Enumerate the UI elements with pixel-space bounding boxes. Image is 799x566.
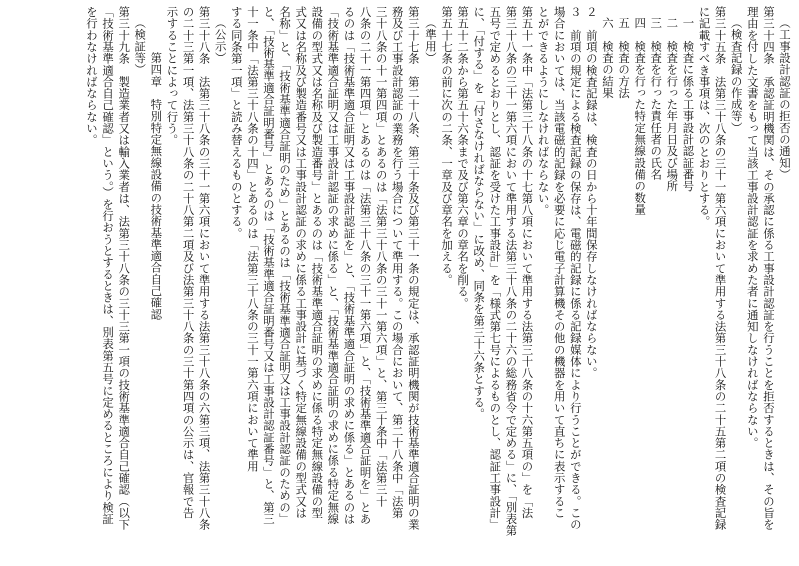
vertical-text-body	[6, 6, 793, 558]
text-line: 第三十八条 法第三十八条の三十一第六項において準用する法第三十八条の六第三項、法第三十八条	[197, 6, 212, 531]
text-line: （検証等）	[133, 17, 148, 76]
text-line: を行わなければならない。	[84, 6, 99, 146]
text-line: （検査記録の作成等）	[729, 17, 744, 134]
text-line: とができるようにしなければならない。	[536, 6, 551, 216]
text-line: 名称」と、「技術基準適合証明のため」とあるのは「技術基準適合証明又は工事設計認証のための」	[278, 6, 293, 525]
text-line: 第三十九条 製造業者又は輸入業者は、法第三十八条の三十三第一項の技術基準適合自己確認（以下	[117, 6, 132, 531]
text-line: 五号で定めるとおりとし、認証を受けた工事設計」を「様式第七号によるものとし、認証工事設計」	[488, 6, 503, 531]
text-line: と、「技術基準適合証明番号」とあるのは「技術基準適合証明番号又は工事設計認証番号」と、第三	[262, 6, 276, 525]
text-line: に記載すべき事項は、次のとおりとする。	[697, 6, 712, 228]
text-line: 場合においては、当該電磁的記録を必要に応じ電子計算機その他の機器を用いて直ちに表示するこ	[552, 6, 567, 519]
text-line: 四 検査を行った特定無線設備の数量	[633, 17, 648, 216]
text-line: 第三十八条の三十一第六項において準用する法第三十八条の二十六の総務省令で定める」に、「別表第	[504, 6, 519, 537]
text-line: 二 検査を行った年月日及び場所	[665, 17, 680, 192]
text-line: 第五十二条から第五十六条まで及び第六章の章名を削る。	[456, 6, 471, 309]
text-line: 第三十四条 承認証明機関は、その承認に係る工事設計認証を行うことを拒否するときは、その旨を	[761, 6, 776, 531]
text-line: 第三十七条 第二十八条、第三十条及び第三十一条の規定は、承認証明機関が技術基準適合証明の業	[406, 6, 421, 531]
text-line: 十一条中「法第三十八条の十四」とあるのは「法第三十八条の三十一第六項において準用	[245, 6, 260, 472]
text-line: 式又は名称及び製造番号又は工事設計認証の求めに係る工事設計に基づく特定無線設備の型式又は	[294, 6, 309, 519]
text-line: 第五十一条中「法第三十八条の十七第八項において準用する法第三十八条の十六第五項の」を「法	[520, 6, 535, 519]
text-line: ２ 前項の検査記録は、検査の日から十年間保存しなければならない。	[584, 6, 599, 379]
text-line: ３ 前項の規定による検査記録の保存は、電磁的記録に係る記録媒体により行うことができる。この	[568, 6, 583, 531]
text-line: 「技術基準適合証明又は工事設計認証の求めに係る」と、「技術基準適合証明の求めに係る特定無線	[326, 6, 341, 525]
text-line: 示することによって行う。	[165, 6, 180, 146]
text-line: 五 検査の方法	[617, 17, 632, 99]
text-line: に、「付する」を「付さなければならない」に改め、同条を第三十六条とする。	[472, 6, 487, 420]
text-line: 第五十七条の前に次の二条、一章及び章名を加える。	[440, 6, 455, 286]
text-line: 務及び工事設計認証の業務を行う場合について準用する。この場合において、第二十八条中「法第	[390, 6, 405, 519]
text-line: 第四章 特別特定無線設備の技術基準適合自己確認	[149, 52, 164, 320]
text-line: する同条第一項」と読み替えるものとする。	[229, 6, 244, 239]
text-line: 第三十五条 法第三十八条の三十一第六項において準用する法第三十八条の二十五第二項の検査記録	[713, 6, 728, 531]
text-line: 三十八条の十一第四項」とあるのは「法第三十八条の三十一第六項」と、第三十条中「法第三十	[374, 6, 389, 507]
text-line: 一 検査に係る工事設計認証番号	[681, 17, 696, 192]
text-line: 設備の型式又は名称及び製造番号」とあるのは「技術基準適合証明の求めに係る特定無線設備の型	[310, 6, 325, 519]
text-line: 理由を付した文書をもって当該工事設計認証を求めた者に通知しなければならない。	[745, 6, 760, 449]
text-line: （工事設計認証の拒否の通知）	[778, 17, 792, 181]
text-line: 六 検査の結果	[600, 17, 615, 99]
text-line: （公示）	[213, 17, 228, 64]
text-line: るのは「技術基準適合証明又は工事設計認証を」と、「技術基準適合証明の求めに係る」とあるのは	[342, 6, 357, 525]
text-line: 「技術基準適合自己確認」という。）を行おうとするときは、別表第五号に定めるところにより検証	[101, 6, 116, 525]
text-line: の二十三第一項、法第三十八条の二十八第二項及び法第三十八条の三十第四項の公示は、官報で告	[181, 6, 196, 519]
text-line: 三 検査を行った責任者の氏名	[649, 17, 664, 181]
text-line: （準用）	[423, 17, 438, 64]
text-line: 八条の二十一第四項」とあるのは「法第三十八条の三十一第六項」と、「技術基準適合証明を」とあ	[358, 6, 373, 525]
